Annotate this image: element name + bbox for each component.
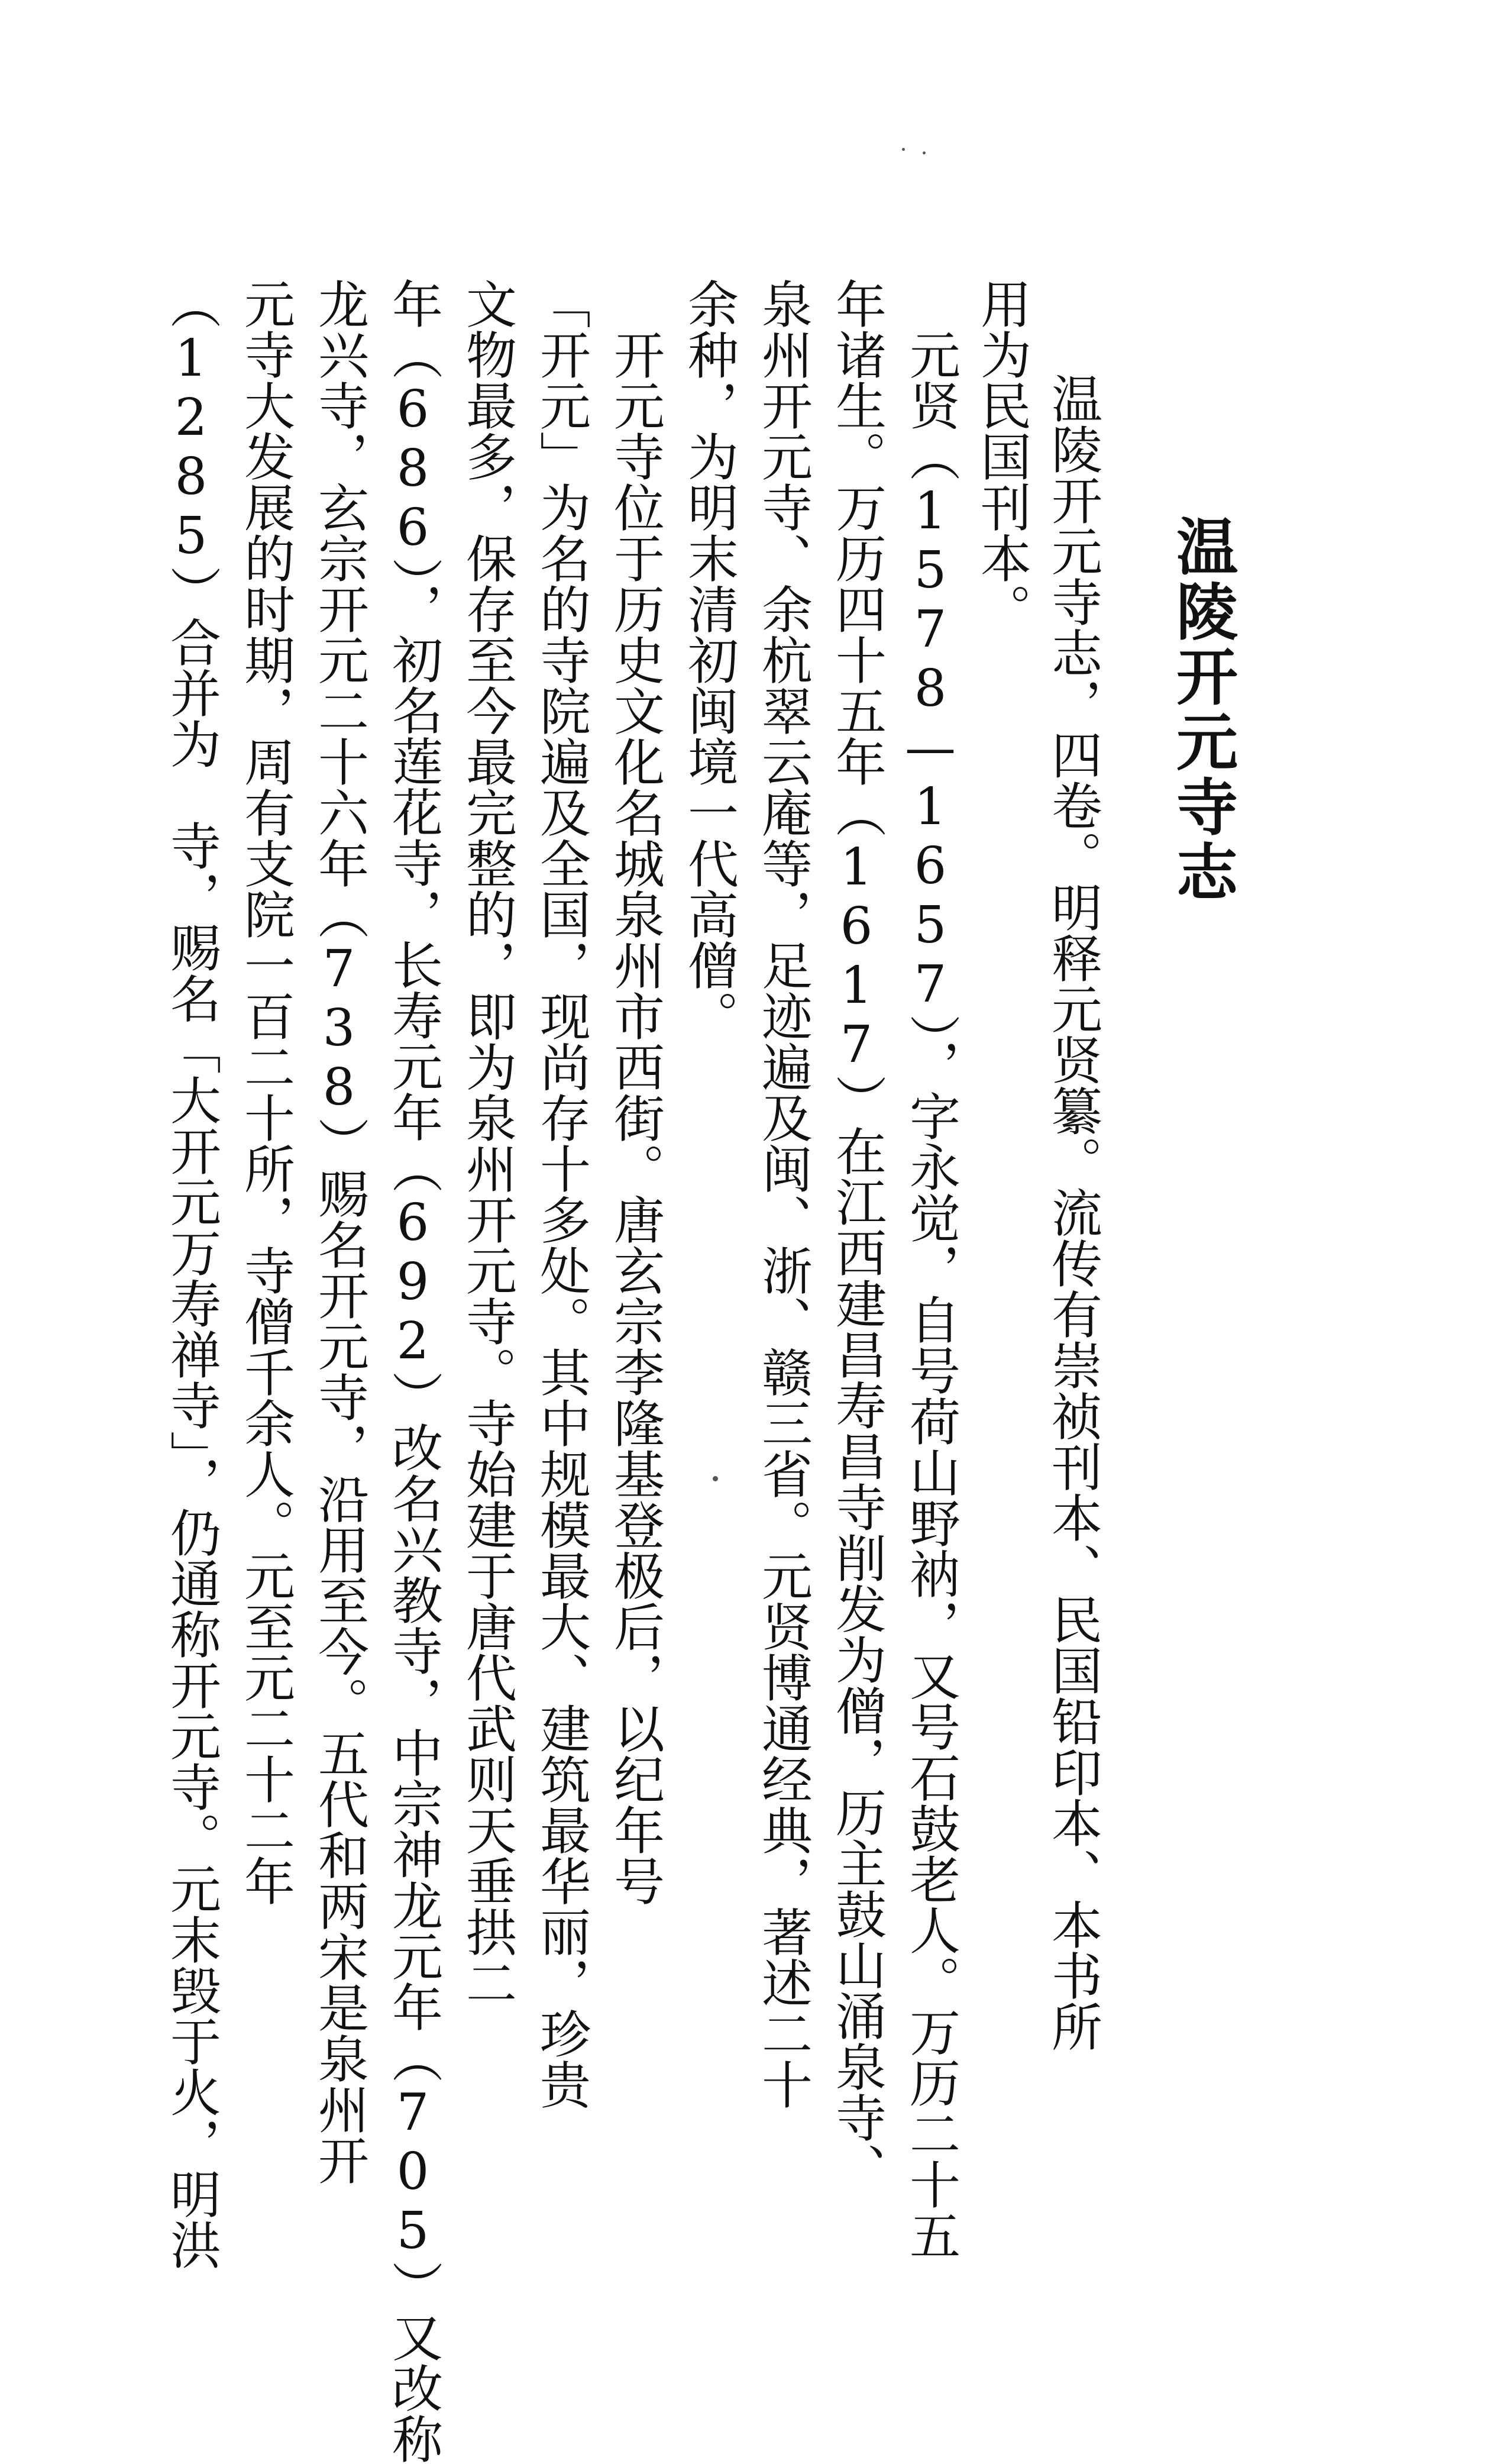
text-column-10: 年（686），初名莲花寺，长寿元年（692）改名兴教寺，中宗神龙元年（705）又改称: [383, 278, 442, 2464]
text-column-5: 泉州开元寺、余杭翠云庵等，足迹遍及闽、浙、赣三省。元贤博通经典，著述二十: [753, 278, 812, 2110]
text-column-3: 元贤（1578—1657），字永觉，自号荷山野衲，又号石鼓老人。万历二十五: [901, 278, 960, 2260]
text-column-1: 温陵开元寺志，四卷。明释元贤纂。流传有崇祯刊本、民国铅印本、本书所: [1043, 373, 1102, 2052]
text-column-7: 开元寺位于历史文化名城泉州市西街。唐玄宗李隆基登极后，以纪年号: [605, 278, 664, 1906]
text-column-13: （1285）合并为 寺，赐名「大开元万寿禅寺」，仍通称开元寺。元末毁于火，明洪: [161, 278, 221, 2270]
scan-speck: [902, 148, 905, 151]
text-column-8: 「开元」为名的寺院遍及全国，现尚存十多处。其中规模最大、建筑最华丽，珍贵: [531, 278, 590, 2110]
text-column-2: 用为民国刊本。: [972, 278, 1031, 634]
text-column-11: 龙兴寺，玄宗开元二十六年（738）赐名开元寺，沿用至今。五代和两宋是泉州开: [309, 278, 368, 2185]
text-column-6: 余种，为明末清初闽境一代高僧。: [679, 278, 738, 1041]
page-title: 温陵开元寺志: [1166, 515, 1238, 905]
text-column-9: 文物最多，保存至今最完整的，即为泉州开元寺。寺始建于唐代武则天垂拱二: [457, 278, 516, 2008]
text-column-12: 元寺大发展的时期，周有支院一百二十所，寺僧千余人。元至元二十二年: [235, 278, 295, 1906]
text-column-4: 年诸生。万历四十五年（1617）在江西建昌寿昌寺削发为僧，历主鼓山涌泉寺、: [827, 278, 886, 2194]
scan-speck: [713, 1476, 718, 1481]
scan-speck: [923, 151, 926, 154]
